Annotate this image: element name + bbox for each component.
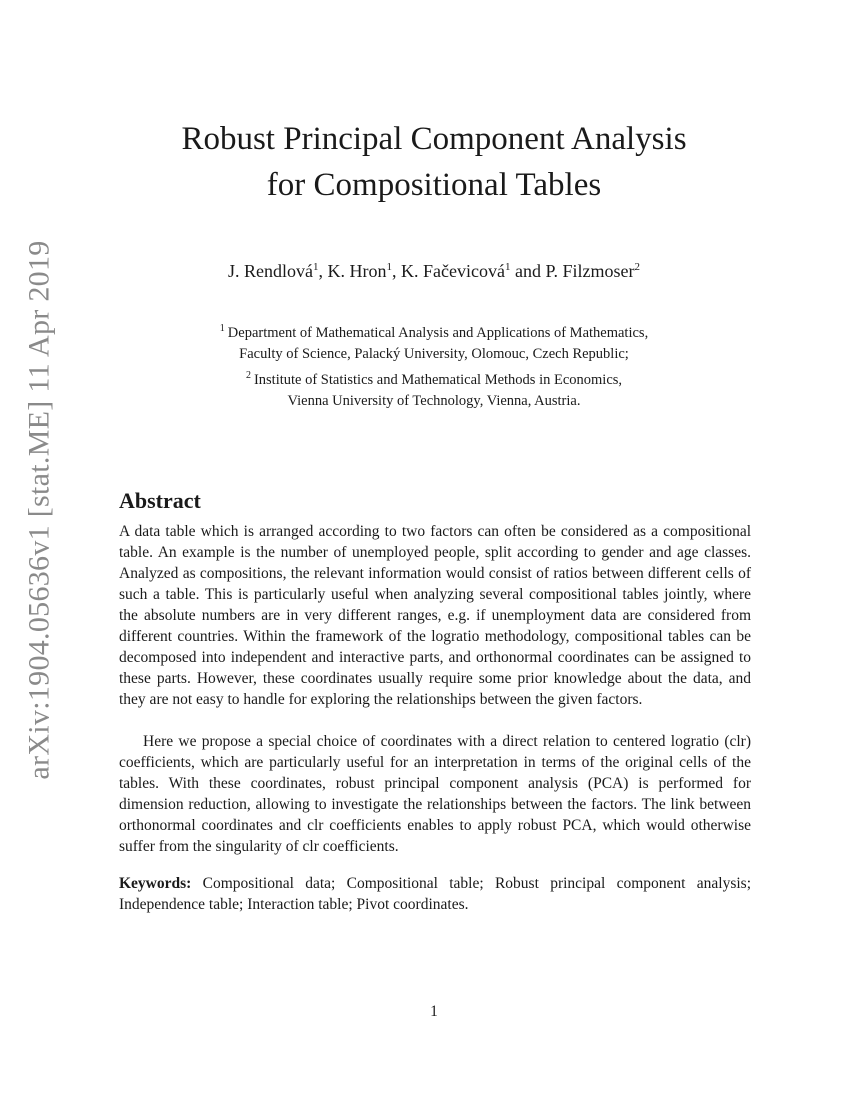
affiliation-2-line-2: Vienna University of Technology, Vienna, Austria.	[287, 392, 581, 409]
author-name: P. Filzmoser	[545, 261, 635, 281]
author-affil-mark: 2	[634, 261, 640, 273]
author-affil-mark: 1	[313, 261, 319, 273]
author-name: K. Hron	[327, 261, 387, 281]
paper-title	[0, 116, 850, 208]
affiliation-mark: 1	[219, 323, 225, 334]
affiliation-mark: 2	[245, 369, 251, 381]
title-line-2: for Compositional Tables	[266, 167, 602, 203]
author-separator: ,	[318, 261, 328, 281]
affiliation-2-line-1: $^2$ Institute of Statistics and Mathematical Methods in Economics,	[245, 369, 623, 388]
keywords-text: Compositional data; Compositional table; Robust principal component analysis; Independence table; Interaction table; Pivot coordinates.	[119, 875, 752, 913]
affiliation-1-line-1: $^1$ Department of Mathematical Analysis and Applications of Mathematics,	[219, 323, 649, 341]
author-name: J. Rendlová	[228, 261, 313, 281]
abstract-paragraph-2: Here we propose a special choice of coordinates with a direct relation to centered logratio (clr) coefficients, which are particularly useful for an interpretation in terms of the original cells of the tables. With these coordinates, robust principal component analysis (PCA) is performed for dimension reduction, allowing to investigate the relationships between the factors. The link between orthonormal coordinates and clr coefficients enables to apply robust PCA, which would otherwise suffer from the singularity of clr coefficients.	[119, 733, 751, 855]
page-number: 1	[430, 1003, 438, 1020]
keywords-label: Keywords:	[119, 875, 192, 892]
affiliations	[0, 318, 850, 412]
author-affil-mark: 1	[386, 261, 392, 273]
title-line-1: Robust Principal Component Analysis	[181, 121, 687, 157]
author-separator: and	[510, 261, 546, 281]
affiliation-1-line-2: Faculty of Science, Palacký University, Olomouc, Czech Republic;	[239, 345, 629, 362]
author-separator: ,	[392, 261, 401, 281]
keywords	[119, 873, 751, 915]
author-list	[0, 256, 850, 282]
abstract-paragraph-1: A data table which is arranged according to two factors can often be considered as a compositional table. An example is the number of unemployed people, split according to gender and age classes. Analyzed as compositions, the relevant information would consist of ratios between different cells of such a table. This is particularly useful when analyzing several compositional tables jointly, where the absolute numbers are in very different ranges, e.g. if unemployment data are considered from different countries. Within the framework of the logratio methodology, compositional tables can be decomposed into independent and interactive parts, and orthonormal coordinates can be assigned to these parts. However, these coordinates usually require some prior knowledge about the data, and they are not easy to handle for exploring the relationships between the given factors.	[119, 523, 751, 708]
arxiv-stamp-text: arXiv:1904.05636v1 [stat.ME] 11 Apr 2019	[23, 240, 57, 780]
abstract-heading: Abstract	[119, 488, 201, 513]
author-affil-mark: 1	[504, 261, 511, 273]
author-name: K. Fačevicová	[401, 261, 505, 281]
